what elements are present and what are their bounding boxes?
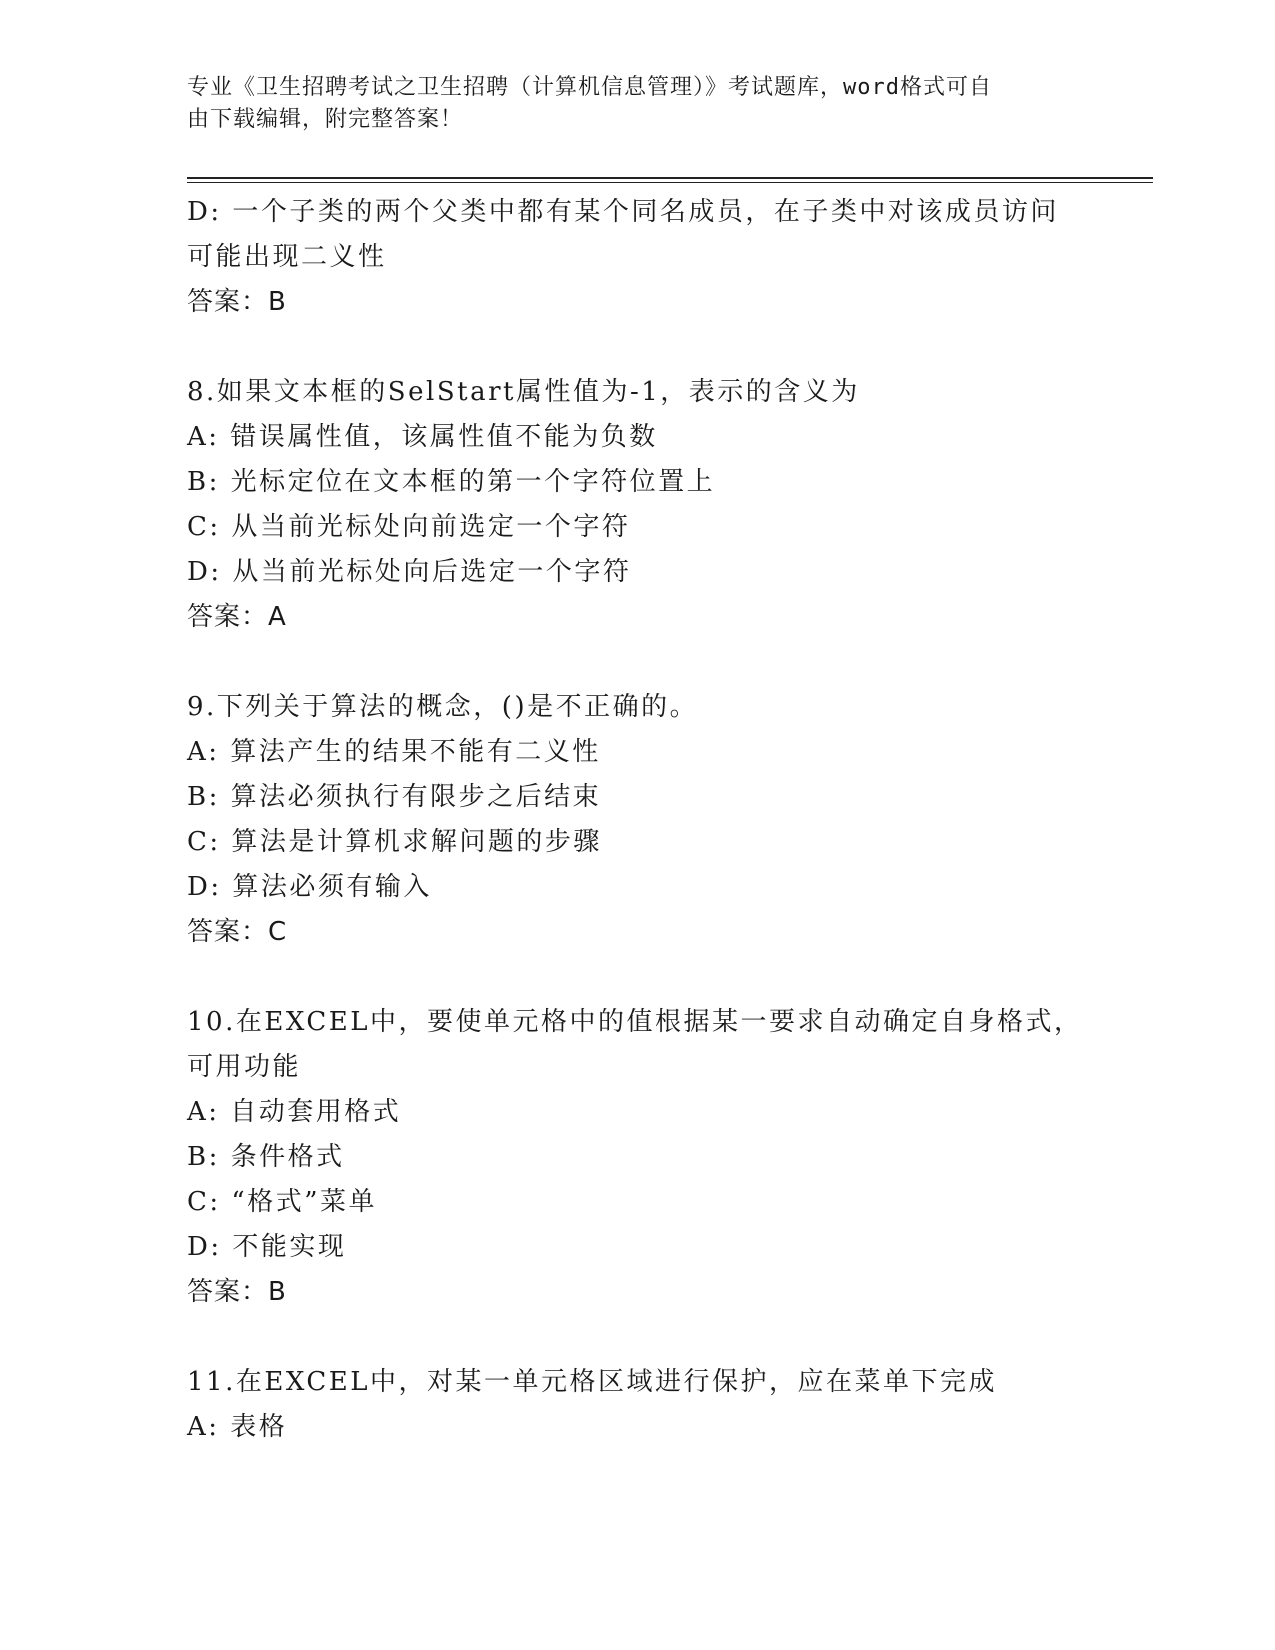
option-d-continued: 可能出现二义性: [187, 242, 387, 272]
option-b: B: 算法必须执行有限步之后结束: [187, 782, 602, 812]
page-header: [187, 72, 1067, 136]
option-d: D: 从当前光标处向后选定一个字符: [187, 557, 632, 587]
option-a: A: 算法产生的结果不能有二义性: [187, 737, 601, 767]
option-b: B: 条件格式: [187, 1142, 345, 1172]
spacer: [187, 955, 1087, 1000]
option-d: D: 不能实现: [187, 1232, 347, 1262]
question-8: [187, 370, 1087, 640]
question-10: [187, 1000, 1087, 1315]
header-line-2: 由下载编辑，附完整答案！: [187, 107, 464, 132]
spacer: [187, 325, 1087, 370]
answer: 答案：A: [187, 602, 287, 632]
question-stem: 9.下列关于算法的概念，()是不正确的。: [187, 692, 699, 722]
question-stem: 11.在EXCEL中，对某一单元格区域进行保护，应在菜单下完成: [187, 1367, 998, 1397]
document-content: [187, 190, 1087, 1450]
option-a: A: 自动套用格式: [187, 1097, 402, 1127]
option-a: A: 表格: [187, 1412, 288, 1442]
previous-question-continuation: [187, 190, 1087, 325]
header-rule: [187, 177, 1153, 183]
question-stem: 8.如果文本框的SelStart属性值为-1，表示的含义为: [187, 377, 860, 407]
option-c: C: 算法是计算机求解问题的步骤: [187, 827, 602, 857]
answer: 答案：B: [187, 1277, 287, 1307]
spacer: [187, 640, 1087, 685]
header-line-1: 专业《卫生招聘考试之卫生招聘（计算机信息管理）》考试题库，word格式可自: [187, 75, 992, 100]
option-c: C: 从当前光标处向前选定一个字符: [187, 512, 631, 542]
spacer: [187, 1315, 1087, 1360]
question-9: [187, 685, 1087, 955]
option-c: C: “格式”菜单: [187, 1187, 378, 1217]
question-11: [187, 1360, 1087, 1450]
answer: 答案：B: [187, 287, 287, 317]
option-b: B: 光标定位在文本框的第一个字符位置上: [187, 467, 716, 497]
question-stem-continued: 可用功能: [187, 1052, 302, 1082]
option-a: A: 错误属性值，该属性值不能为负数: [187, 422, 658, 452]
question-stem: 10.在EXCEL中，要使单元格中的值根据某一要求自动确定自身格式，: [187, 1007, 1083, 1037]
answer: 答案：C: [187, 917, 288, 947]
option-d: D: 算法必须有输入: [187, 872, 432, 902]
option-d: D: 一个子类的两个父类中都有某个同名成员，在子类中对该成员访问: [187, 197, 1059, 227]
